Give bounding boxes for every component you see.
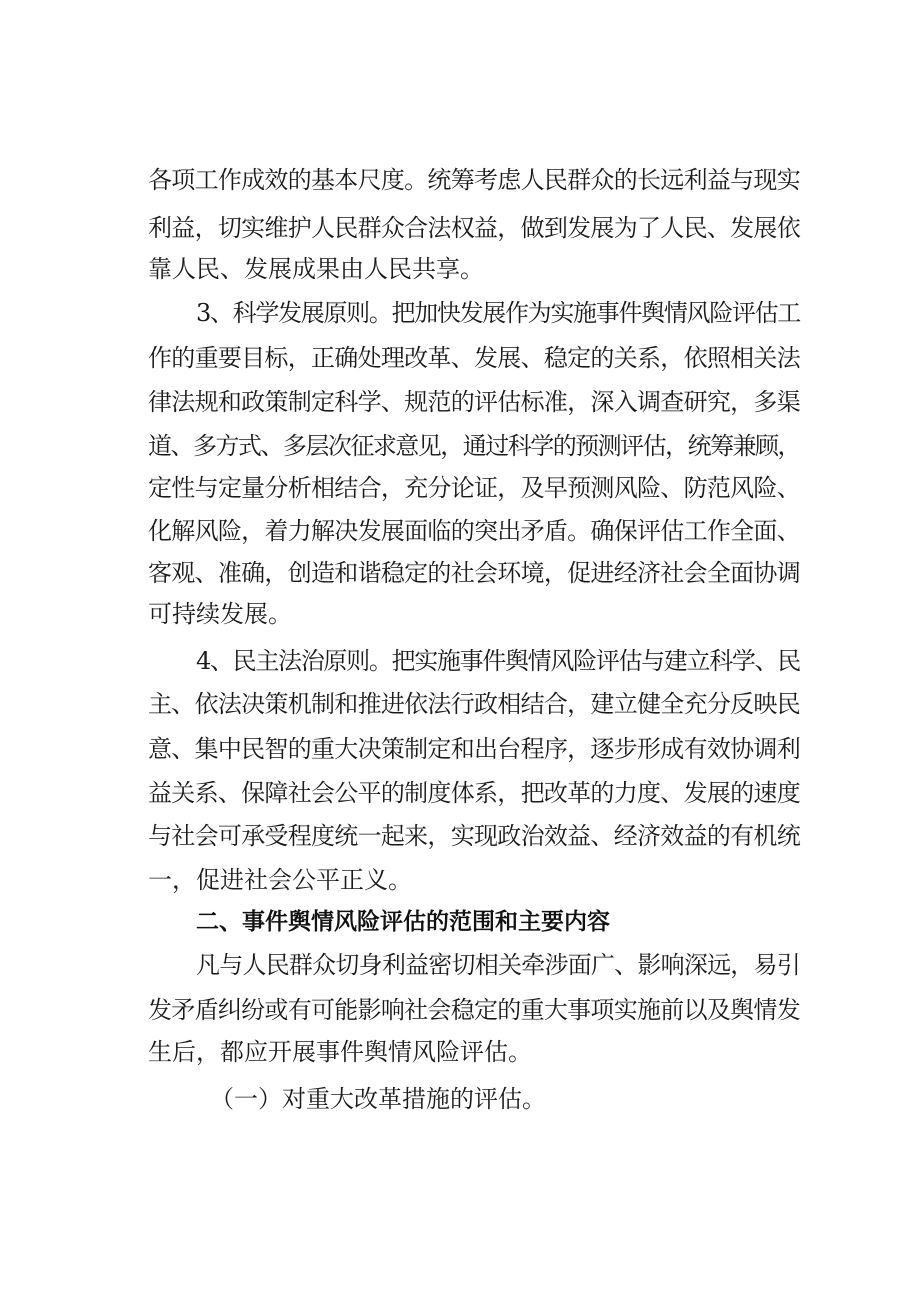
subsection-heading-text: （一）对重大改革措施的评估。 [210,1085,546,1113]
text-line [0,384,920,420]
text-line [0,470,920,506]
line-text: 道、多方式、多层次征求意见，通过科学的预测评估，统筹兼顾， [148,432,800,460]
text-line [0,428,920,464]
text-line [0,251,920,287]
line-text: 化解风险，着力解决发展面临的突出矛盾。确保评估工作全面、 [148,517,800,545]
line-text: 生后，都应开展事件舆情风险评估。 [148,1038,532,1066]
text-line [0,162,920,198]
text-line [0,340,920,376]
section-heading-text: 二、事件舆情风险评估的范围和主要内容 [196,909,610,935]
section-heading [0,904,920,940]
line-text: 客观、准确，创造和谐稳定的社会环境，促进经济社会全面协调 [148,559,800,587]
line-text: 定性与定量分析相结合，充分论证，及早预测风险、防范风险、 [148,474,800,502]
line-text: 4、民主法治原则。把实施事件舆情风险评估与建立科学、民 [196,647,800,675]
line-text: 靠人民、发展成果由人民共享。 [148,255,484,283]
text-line [0,992,920,1028]
text-line [0,686,920,722]
text-line [0,818,920,854]
line-text: 作的重要目标，正确处理改革、发展、稳定的关系，依照相关法 [148,344,800,372]
text-line [0,731,920,767]
line-text: 主、依法决策机制和推进依法行政相结合，建立健全充分反映民 [148,690,800,718]
line-text: 益关系、保障社会公平的制度体系，把改革的力度、发展的速度 [148,779,800,807]
text-line [0,775,920,811]
line-text: 利益，切实维护人民群众合法权益，做到发展为了人民、发展依 [148,214,800,242]
text-line [0,596,920,632]
subsection-heading [0,1081,920,1117]
line-text: 3、科学发展原则。把加快发展作为实施事件舆情风险评估工 [196,299,800,327]
text-line [0,513,920,549]
line-text: 凡与人民群众切身利益密切相关牵涉面广、影响深远，易引 [196,951,800,979]
line-text: 与社会可承受程度统一起来，实现政治效益、经济效益的有机统 [148,822,800,850]
text-line [0,555,920,591]
text-line [0,862,920,898]
line-text: 律法规和政策制定科学、规范的评估标准，深入调查研究，多渠 [148,388,800,416]
line-text: 一，促进社会公平正义。 [148,866,412,894]
line-text: 各项工作成效的基本尺度。统筹考虑人民群众的长远利益与现实 [148,166,800,194]
text-line [0,1034,920,1070]
text-line [0,643,920,679]
line-text: 可持续发展。 [148,600,292,628]
line-text: 意、集中民智的重大决策制定和出台程序，逐步形成有效协调利 [148,735,800,763]
line-text: 发矛盾纠纷或有可能影响社会稳定的重大事项实施前以及舆情发 [148,996,800,1024]
text-line [0,295,920,331]
text-line [0,210,920,246]
text-line [0,947,920,983]
